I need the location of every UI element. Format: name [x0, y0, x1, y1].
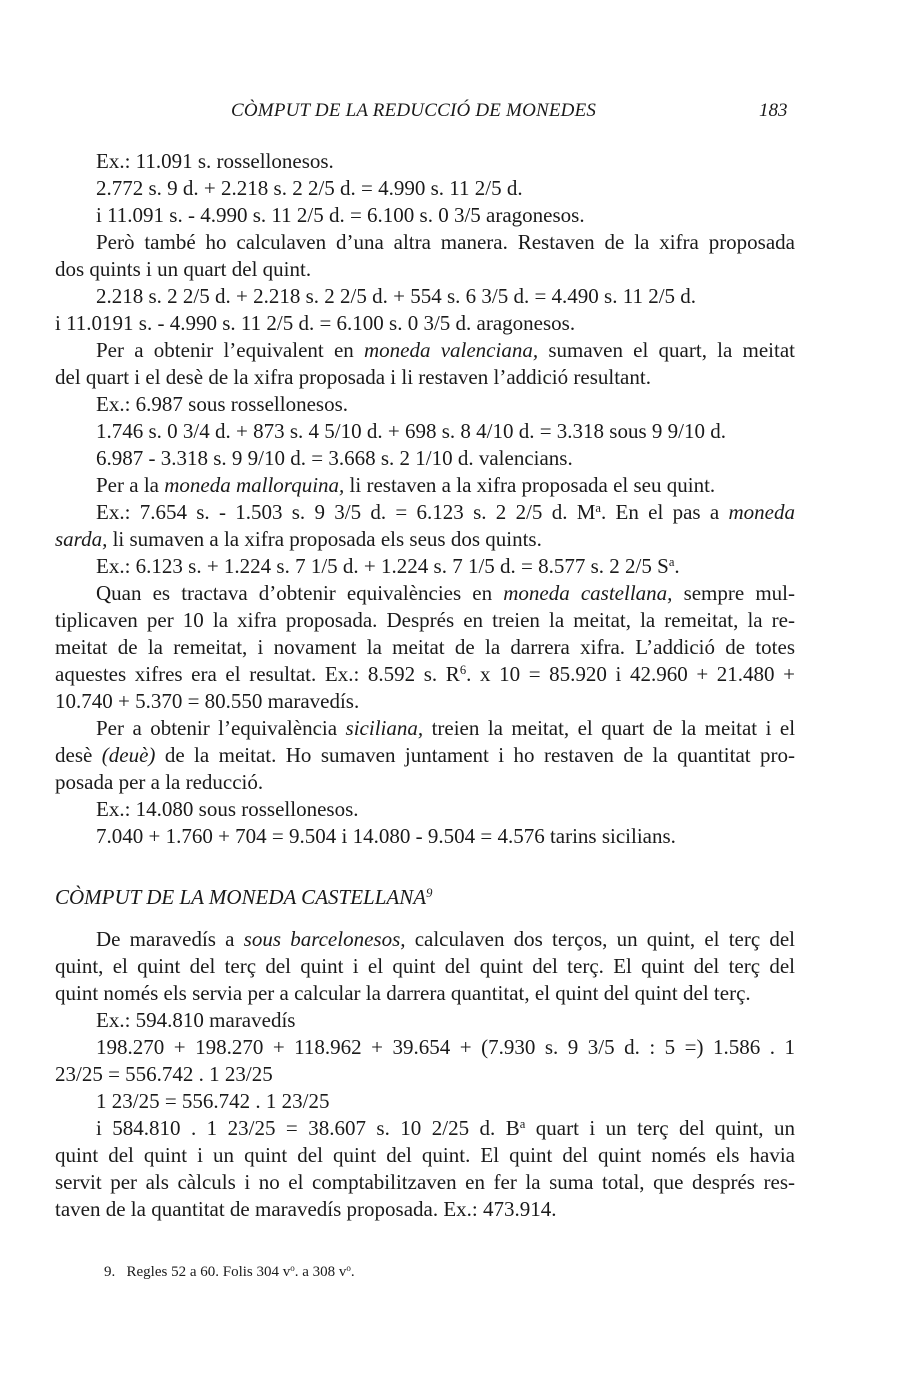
text-span: li restaven a la xifra proposada el seu quint.: [349, 473, 716, 497]
text-span: sumaven el quart, la meitat: [548, 338, 795, 362]
text-line: meitat de la remeitat, i novament la meitat de la darrera xifra. L’addició de totes: [55, 635, 795, 659]
text-span: sempre mul-: [683, 581, 795, 605]
text-span: calculaven dos terços, un quint, el terç del: [414, 927, 795, 951]
text-span: de la meitat. Ho sumaven juntament i ho restaven de la quantitat pro-: [164, 743, 795, 767]
italic-term: siciliana,: [345, 716, 424, 740]
text-line: Però també ho calculaven d’una altra manera. Restaven de la xifra proposada: [96, 230, 795, 254]
italic-term: sarda,: [55, 527, 108, 551]
main-text: [55, 148, 795, 1223]
superscript: a: [519, 1117, 526, 1132]
text-line: 6.987 - 3.318 s. 9 9/10 d. = 3.668 s. 2 1/10 d. valencians.: [96, 446, 573, 470]
text-line: del quart i el desè de la xifra proposada i li restaven l’addició resultant.: [55, 365, 651, 389]
superscript: a: [595, 501, 602, 516]
text-line: servit per als càlculs i no el comptabilitzaven en fer la suma total, que després res-: [55, 1170, 795, 1194]
text-span: . En el pas a: [601, 500, 720, 524]
text-line: quint, el quint del terç del quint i el quint del quint del terç. El quint del terç del: [55, 954, 795, 978]
footnote-number: 9.: [104, 1264, 116, 1280]
text-line: i 11.0191 s. - 4.990 s. 11 2/5 d. = 6.100 s. 0 3/5 d. aragonesos.: [55, 311, 576, 335]
text-line: [55, 499, 795, 526]
text-span: Per a obtenir l’equivalència: [96, 716, 338, 740]
text-line: 1.746 s. 0 3/4 d. + 873 s. 4 5/10 d. + 698 s. 8 4/10 d. = 3.318 sous 9 9/10 d.: [96, 419, 726, 443]
italic-term: moneda castellana,: [503, 581, 673, 605]
italic-term: moneda valenciana,: [364, 338, 539, 362]
text-line: [55, 661, 795, 688]
text-span: aquestes xifres era el resultat. Ex.: 8.592 s. R: [55, 662, 460, 686]
text-span: Quan es tractava d’obtenir equivalències en: [96, 581, 493, 605]
text-line: quint del quint i un quint del quint del quint. El quint del quint només els havia: [55, 1143, 795, 1167]
text-line: 1 23/25 = 556.742 . 1 23/25: [96, 1089, 330, 1113]
text-line: Ex.: 14.080 sous rossellonesos.: [96, 797, 359, 821]
text-line: [55, 1115, 795, 1142]
italic-term: (deuè): [101, 743, 156, 767]
text-span: De maravedís a: [96, 927, 235, 951]
superscript: o: [290, 1263, 295, 1274]
superscript: 6: [459, 663, 467, 678]
text-span: desè: [55, 743, 93, 767]
running-title: CÒMPUT DE LA REDUCCIÓ DE MONEDES: [231, 100, 597, 121]
text-line: 23/25 = 556.742 . 1 23/25: [55, 1062, 273, 1086]
text-line: taven de la quantitat de maravedís proposada. Ex.: 473.914.: [55, 1197, 557, 1221]
text-line: [55, 926, 795, 953]
text-span: li sumaven a la xifra proposada els seus dos quints.: [112, 527, 542, 551]
text-line: [55, 742, 795, 769]
text-span: i 584.810 . 1 23/25 = 38.607 s. 10 2/25 d. B: [96, 1116, 520, 1140]
text-span: . x 10 = 85.920 i 42.960 + 21.480 +: [466, 662, 795, 686]
text-line: posada per a la reducció.: [55, 770, 264, 794]
footnote-text: . a 308 v: [294, 1264, 347, 1280]
italic-term: moneda mallorquina,: [164, 473, 345, 497]
text-line: Ex.: 11.091 s. rossellonesos.: [96, 149, 334, 173]
text-line: [55, 337, 795, 364]
footnote: [104, 1264, 355, 1281]
text-line: 10.740 + 5.370 = 80.550 maravedís.: [55, 689, 360, 713]
text-line: [55, 715, 795, 742]
text-span: .: [674, 554, 680, 578]
text-line: quint només els servia per a calcular la darrera quantitat, el quint del quint del terç.: [55, 981, 751, 1005]
text-line: 198.270 + 198.270 + 118.962 + 39.654 + (7.930 s. 9 3/5 d. : 5 =) 1.586 . 1: [96, 1035, 795, 1059]
text-line: tiplicaven per 10 la xifra proposada. Després en treien la meitat, la remeitat, la re-: [55, 608, 795, 632]
text-span: Ex.: 6.123 s. + 1.224 s. 7 1/5 d. + 1.224 s. 7 1/5 d. = 8.577 s. 2 2/5 S: [96, 554, 669, 578]
section-heading-text: CÒMPUT DE LA MONEDA CASTELLANA: [55, 885, 427, 909]
page-number: 183: [759, 100, 788, 121]
text-line: Ex.: 6.987 sous rossellonesos.: [96, 392, 348, 416]
text-span: quart i un terç del quint, un: [535, 1116, 795, 1140]
text-span: treien la meitat, el quart de la meitat i el: [431, 716, 795, 740]
text-line: [55, 472, 795, 499]
text-line: dos quints i un quart del quint.: [55, 257, 312, 281]
text-line: 2.218 s. 2 2/5 d. + 2.218 s. 2 2/5 d. + 554 s. 6 3/5 d. = 4.490 s. 11 2/5 d.: [96, 284, 697, 308]
text-span: Per a la: [96, 473, 159, 497]
text-line: [55, 580, 795, 607]
section-heading: [55, 884, 795, 911]
footnote-mark: 9: [426, 886, 433, 901]
text-line: i 11.091 s. - 4.990 s. 11 2/5 d. = 6.100 s. 0 3/5 aragonesos.: [96, 203, 585, 227]
text-line: [55, 526, 795, 553]
text-line: 7.040 + 1.760 + 704 = 9.504 i 14.080 - 9.504 = 4.576 tarins sicilians.: [96, 824, 676, 848]
superscript: o: [346, 1263, 351, 1274]
footnote-text: Regles 52 a 60. Folis 304 v: [126, 1264, 291, 1280]
footnote-text: .: [350, 1264, 355, 1280]
italic-term: moneda: [728, 500, 795, 524]
text-line: [55, 553, 795, 580]
text-span: Ex.: 7.654 s. - 1.503 s. 9 3/5 d. = 6.123 s. 2 2/5 d. M: [96, 500, 596, 524]
italic-term: sous barcelonesos,: [243, 927, 406, 951]
text-line: Ex.: 594.810 maravedís: [96, 1008, 296, 1032]
text-line: 2.772 s. 9 d. + 2.218 s. 2 2/5 d. = 4.990 s. 11 2/5 d.: [96, 176, 523, 200]
superscript: a: [668, 555, 675, 570]
text-span: Per a obtenir l’equivalent en: [96, 338, 354, 362]
